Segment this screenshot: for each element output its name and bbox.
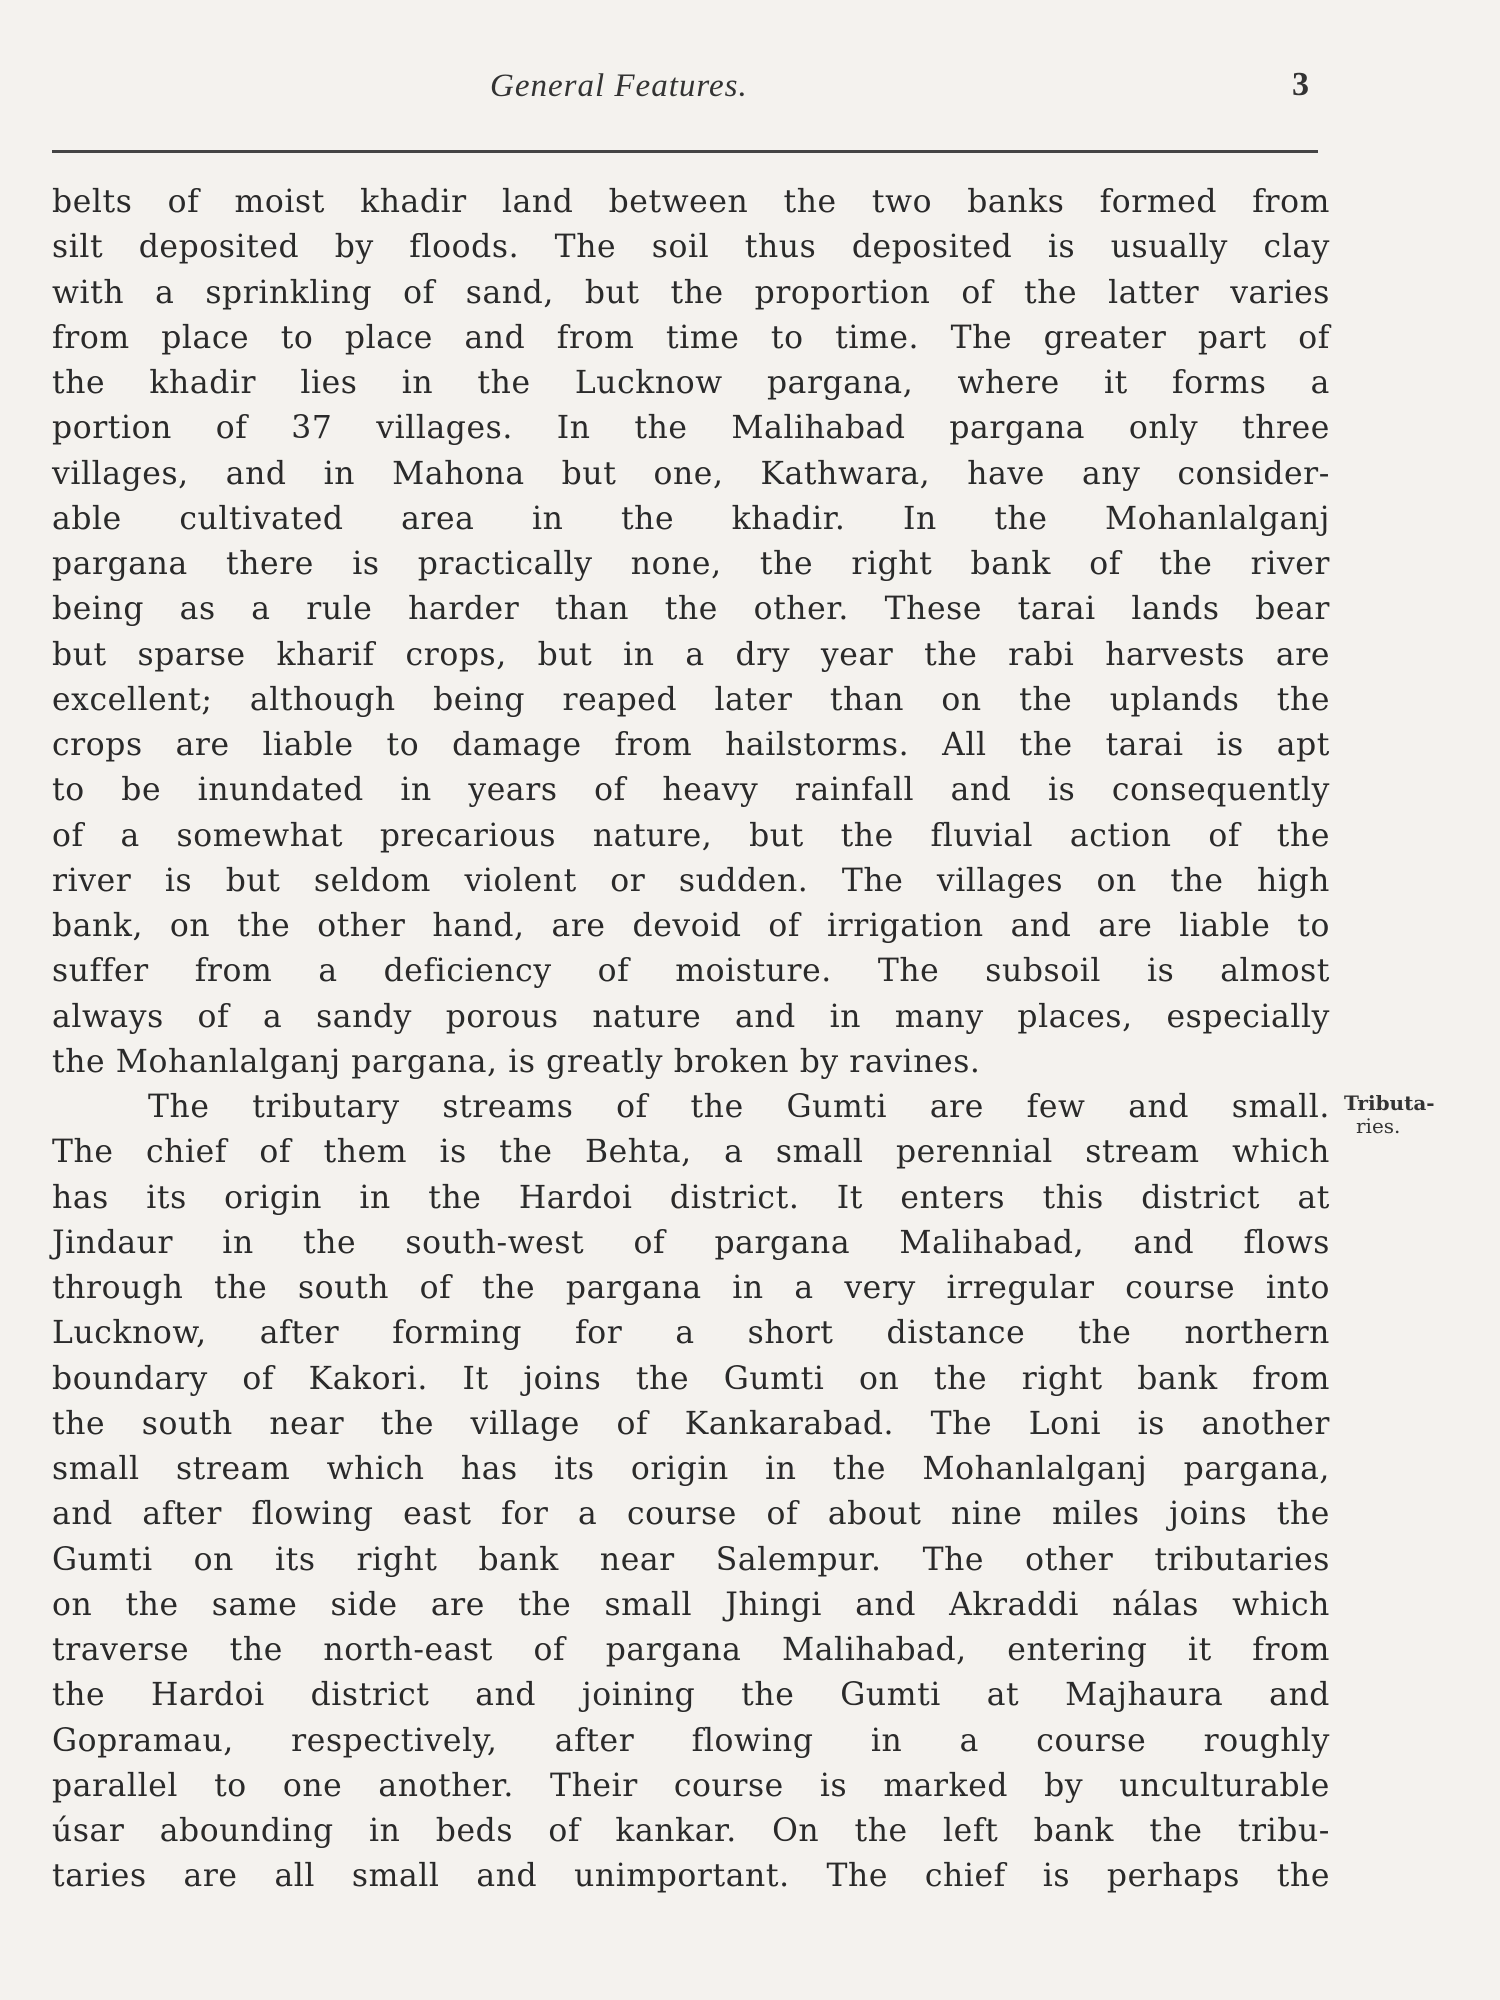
paragraph-first-line: The tributary streams of the Gumti are few and small.	[148, 1089, 1330, 1125]
text-line: on the same side are the small Jhingi and Akraddi nálas which	[52, 1586, 1330, 1623]
text-line: pargana there is practically none, the right bank of the river	[52, 546, 1330, 582]
text-line: from place to place and from time to time. The greater part of	[52, 319, 1330, 356]
text-line: Lucknow, after forming for a short distance the northern	[52, 1315, 1330, 1352]
body-text	[52, 180, 1330, 1900]
margin-note-line: Tributa-	[1344, 1091, 1435, 1115]
text-line: bank, on the other hand, are devoid of irrigation and are liable to	[52, 908, 1330, 944]
text-line: portion of 37 villages. In the Malihabad pargana only three	[52, 410, 1330, 447]
header-rule	[52, 150, 1318, 153]
text-line: and after flowing east for a course of about nine miles joins the	[52, 1496, 1330, 1533]
text-line: to be inundated in years of heavy rainfall and is consequently	[52, 772, 1330, 809]
text-line: river is but seldom violent or sudden. The villages on the high	[52, 862, 1330, 899]
page-number: 3	[1292, 66, 1309, 103]
text-line: suffer from a deficiency of moisture. The subsoil is almost	[52, 953, 1330, 990]
text-line: boundary of Kakori. It joins the Gumti on the right bank from	[52, 1360, 1330, 1397]
text-line: taries are all small and unimportant. The chief is perhaps the	[52, 1858, 1330, 1895]
text-line: crops are liable to damage from hailstorms. All the tarai is apt	[52, 727, 1330, 763]
text-line: úsar abounding in beds of kankar. On the left bank the tribu-	[52, 1813, 1330, 1849]
text-line: small stream which has its origin in the Mohanlalganj pargana,	[52, 1451, 1330, 1487]
text-line: Gopramau, respectively, after flowing in a course roughly	[52, 1722, 1330, 1759]
text-line: of a somewhat precarious nature, but the fluvial action of the	[52, 817, 1330, 854]
text-line: parallel to one another. Their course is marked by unculturable	[52, 1767, 1330, 1804]
text-line: silt deposited by floods. The soil thus deposited is usually clay	[52, 229, 1330, 266]
text-line: able cultivated area in the khadir. In the Mohanlalganj	[52, 500, 1330, 537]
margin-note-tributaries	[1344, 1092, 1435, 1138]
text-line: excellent; although being reaped later than on the uplands the	[52, 681, 1330, 718]
text-line: traverse the north-east of pargana Malihabad, entering it from	[52, 1632, 1330, 1668]
text-line: belts of moist khadir land between the two banks formed from	[52, 184, 1330, 220]
text-line: villages, and in Mahona but one, Kathwara, have any consider-	[52, 455, 1330, 492]
margin-note-line: ries.	[1356, 1114, 1401, 1138]
text-line: Gumti on its right bank near Salempur. The other tributaries	[52, 1541, 1330, 1578]
text-line: the Hardoi district and joining the Gumti at Majhaura and	[52, 1677, 1330, 1714]
text-line: the Mohanlalganj pargana, is greatly broken by ravines.	[52, 1043, 981, 1080]
running-header-title: General Features.	[490, 68, 748, 104]
text-line: has its origin in the Hardoi district. It enters this district at	[52, 1179, 1330, 1216]
text-line: but sparse kharif crops, but in a dry year the rabi harvests are	[52, 636, 1330, 673]
text-line: through the south of the pargana in a very irregular course into	[52, 1270, 1330, 1306]
text-line: the khadir lies in the Lucknow pargana, where it forms a	[52, 365, 1330, 401]
text-line: with a sprinkling of sand, but the proportion of the latter varies	[52, 274, 1330, 311]
text-line: Jindaur in the south-west of pargana Malihabad, and flows	[52, 1224, 1330, 1261]
text-line: being as a rule harder than the other. These tarai lands bear	[52, 591, 1330, 628]
text-line: the south near the village of Kankarabad. The Loni is another	[52, 1405, 1330, 1442]
text-line: always of a sandy porous nature and in many places, especially	[52, 998, 1330, 1035]
text-line: The chief of them is the Behta, a small perennial stream which	[52, 1134, 1330, 1171]
